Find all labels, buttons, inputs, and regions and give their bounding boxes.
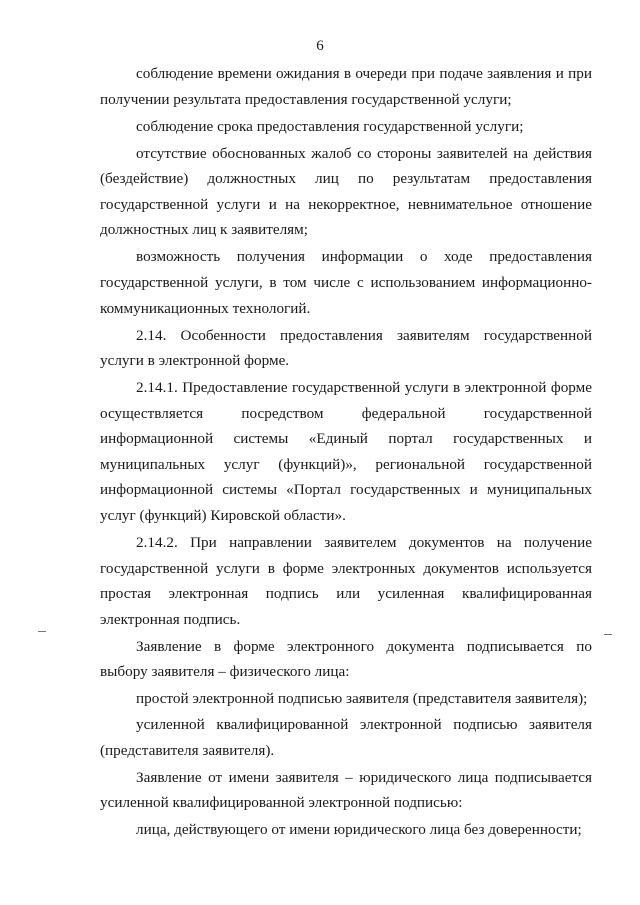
paragraph: 2.14. Особенности предоставления заявителям государственной услуги в электронной форме. [100, 326, 592, 370]
scan-mark-left [38, 631, 46, 632]
paragraph: возможность получения информации о ходе предоставления государственной услуги, в том числе с использованием информационно-коммуникационных технологий. [100, 248, 592, 317]
paragraph: Заявление от имени заявителя – юридического лица подписывается усиленной квалифицированной электронной подписью: [100, 768, 592, 812]
document-body [100, 61, 592, 843]
page-number: 6 [316, 38, 324, 54]
paragraph: 2.14.1. Предоставление государственной услуги в электронной форме осуществляется посредством федеральной государственной информационной системы «Единый портал государственных и муниципальных услуг (функций)», региональной государственной информационной системы «Портал государственных и муниципальных услуг (функций) Кировской области». [100, 379, 592, 525]
paragraph: соблюдение срока предоставления государственной услуги; [136, 117, 524, 135]
scan-mark-right [604, 634, 612, 635]
paragraph: соблюдение времени ожидания в очереди при подаче заявления и при получении результата предоставления государственной услуги; [100, 65, 592, 108]
paragraph: простой электронной подписью заявителя (представителя заявителя); [136, 690, 588, 708]
paragraph: усиленной квалифицированной электронной подписью заявителя (представителя заявителя). [100, 715, 592, 759]
paragraph: 2.14.2. При направлении заявителем документов на получение государственной услуги в форме электронных документов используется простая электронная подпись или усиленная квалифицированная электронная подпись. [100, 534, 592, 628]
paragraph: отсутствие обоснованных жалоб со стороны заявителей на действия (бездействие) должностных лиц по результатам предоставления государственной услуги и на некорректное, невнимательное отношение должностных лиц к заявителям; [100, 144, 592, 239]
paragraph: Заявление в форме электронного документа подписывается по выбору заявителя – физического лица: [100, 637, 592, 681]
paragraph: лица, действующего от имени юридического лица без доверенности; [136, 821, 582, 839]
